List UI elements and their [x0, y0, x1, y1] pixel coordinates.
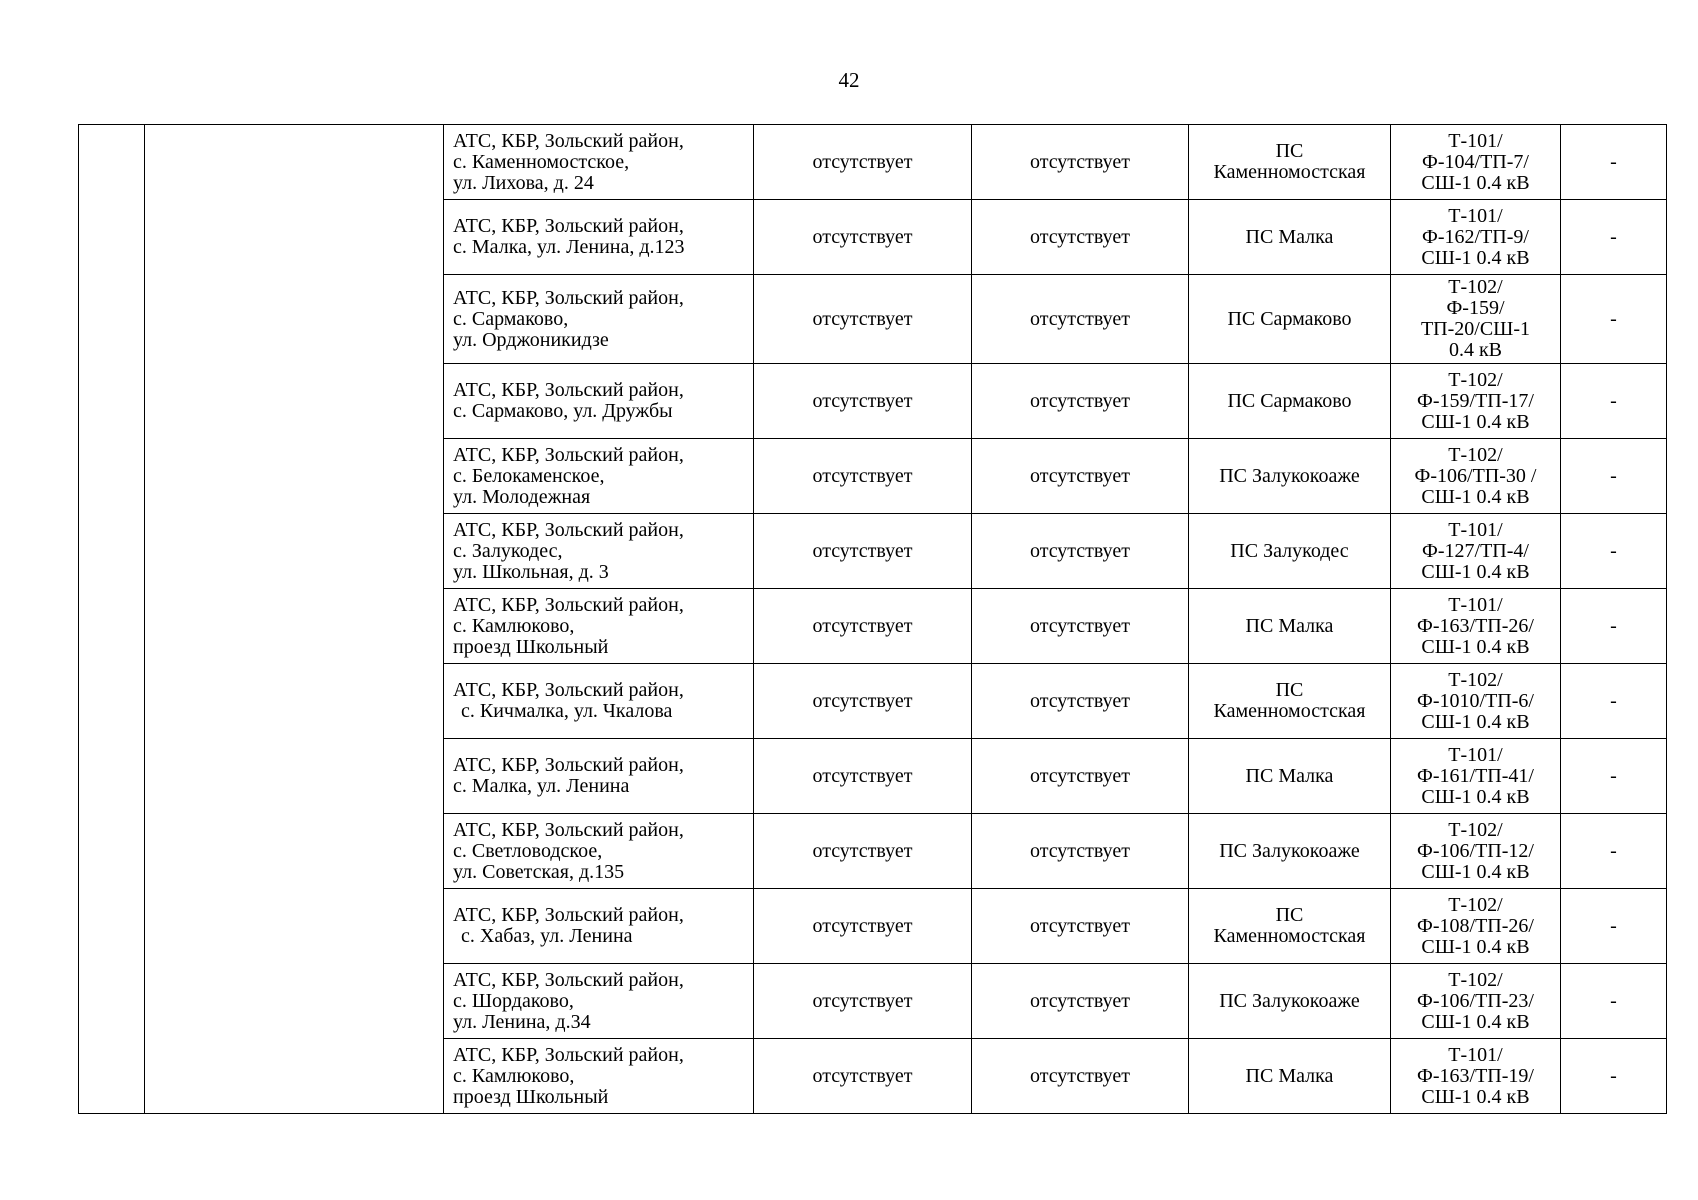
feeder-cell — [1391, 739, 1561, 814]
substation-line: Каменномостская — [1213, 700, 1366, 722]
address-cell — [444, 589, 754, 664]
feeder-line: Т-102/ — [1448, 443, 1503, 466]
status-cell-2: отсутствует — [972, 589, 1189, 664]
substation-cell — [1189, 814, 1391, 889]
status-cell-2: отсутствует — [972, 125, 1189, 200]
address-cell — [444, 514, 754, 589]
address-line: ул. Советская, д.135 — [453, 860, 625, 883]
status-cell-1: отсутствует — [754, 664, 972, 739]
substation-cell — [1189, 589, 1391, 664]
substation-cell — [1189, 739, 1391, 814]
last-cell: - — [1561, 200, 1667, 275]
address-line: АТС, КБР, Зольский район, — [453, 904, 684, 926]
feeder-line: Ф-106/ТП-12/ — [1417, 839, 1534, 862]
feeder-line: Ф-161/ТП-41/ — [1417, 764, 1534, 787]
feeder-line: СШ-1 0.4 кВ — [1421, 560, 1530, 583]
substation-cell — [1189, 200, 1391, 275]
address-line: с. Кичмалка, ул. Чкалова — [461, 700, 673, 722]
address-line: проезд Школьный — [453, 1085, 609, 1108]
address-line: с. Хабаз, ул. Ленина — [461, 925, 633, 947]
status-cell-1: отсутствует — [754, 514, 972, 589]
address-line: ул. Молодежная — [453, 485, 591, 508]
address-line: АТС, КБР, Зольский район, — [453, 679, 684, 701]
substation-line: ПС Малка — [1245, 1064, 1334, 1087]
substation-line: Каменномостская — [1213, 925, 1366, 947]
address-line: с. Сармаково, ул. Дружбы — [453, 400, 673, 422]
feeder-line: СШ-1 0.4 кВ — [1421, 410, 1530, 433]
address-line: с. Камлюково, — [453, 614, 575, 637]
substation-line: ПС Залукокоаже — [1219, 464, 1360, 487]
feeder-cell — [1391, 275, 1561, 364]
status-cell-2: отсутствует — [972, 1039, 1189, 1114]
status-cell-2: отсутствует — [972, 664, 1189, 739]
feeder-line: СШ-1 0.4 кВ — [1421, 1085, 1530, 1108]
substation-line: ПС Сармаково — [1227, 307, 1352, 330]
status-cell-1: отсутствует — [754, 889, 972, 964]
document-table — [78, 124, 1667, 1114]
substation-cell — [1189, 889, 1391, 964]
feeder-line: 0.4 кВ — [1448, 339, 1503, 361]
feeder-line: СШ-1 0.4 кВ — [1421, 785, 1530, 808]
last-cell: - — [1561, 589, 1667, 664]
address-cell — [444, 200, 754, 275]
last-cell: - — [1561, 664, 1667, 739]
address-line: АТС, КБР, Зольский район, — [453, 593, 684, 616]
feeder-line: Т-102/ — [1448, 276, 1503, 298]
status-cell-1: отсутствует — [754, 1039, 972, 1114]
status-cell-2: отсутствует — [972, 964, 1189, 1039]
feeder-line: Ф-106/ТП-30 / — [1414, 464, 1537, 487]
address-line: с. Светловодское, — [453, 839, 603, 862]
feeder-line: Ф-163/ТП-26/ — [1417, 614, 1534, 637]
status-cell-1: отсутствует — [754, 739, 972, 814]
feeder-line: ТП-20/СШ-1 — [1420, 318, 1531, 340]
last-cell: - — [1561, 964, 1667, 1039]
address-line: с. Каменномостское, — [453, 150, 630, 173]
substation-line: ПС Сармаково — [1227, 389, 1352, 412]
feeder-line: СШ-1 0.4 кВ — [1421, 485, 1530, 508]
status-cell-1: отсутствует — [754, 125, 972, 200]
last-cell: - — [1561, 889, 1667, 964]
feeder-line: СШ-1 0.4 кВ — [1421, 635, 1530, 658]
substation-line: ПС Залукокоаже — [1219, 839, 1360, 862]
status-cell-2: отсутствует — [972, 364, 1189, 439]
address-line: ул. Ленина, д.34 — [453, 1010, 591, 1033]
blank-column-1 — [79, 125, 145, 1114]
feeder-line: Т-101/ — [1448, 518, 1503, 541]
last-cell: - — [1561, 275, 1667, 364]
status-cell-2: отсутствует — [972, 439, 1189, 514]
address-line: АТС, КБР, Зольский район, — [453, 129, 684, 152]
address-cell — [444, 1039, 754, 1114]
address-line: АТС, КБР, Зольский район, — [453, 215, 684, 237]
feeder-line: СШ-1 0.4 кВ — [1421, 1010, 1530, 1033]
substation-cell — [1189, 514, 1391, 589]
address-cell — [444, 814, 754, 889]
address-cell — [444, 364, 754, 439]
substation-line: ПС — [1275, 904, 1304, 926]
feeder-line: Т-101/ — [1448, 204, 1503, 227]
feeder-line: Т-101/ — [1448, 593, 1503, 616]
feeder-cell — [1391, 125, 1561, 200]
feeder-cell — [1391, 814, 1561, 889]
address-line: проезд Школьный — [453, 635, 609, 658]
page-number: 42 — [838, 68, 860, 92]
last-cell: - — [1561, 439, 1667, 514]
address-line: с. Камлюково, — [453, 1064, 575, 1087]
feeder-line: Т-102/ — [1448, 893, 1503, 916]
address-line: ул. Школьная, д. 3 — [453, 560, 609, 583]
address-line: с. Малка, ул. Ленина, д.123 — [453, 236, 685, 258]
last-cell: - — [1561, 739, 1667, 814]
last-cell: - — [1561, 1039, 1667, 1114]
feeder-line: Т-101/ — [1448, 1043, 1503, 1066]
status-cell-2: отсутствует — [972, 889, 1189, 964]
address-cell — [444, 739, 754, 814]
feeder-line: Т-102/ — [1448, 368, 1503, 391]
address-line: с. Белокаменское, — [453, 464, 605, 487]
feeder-line: Ф-159/ — [1446, 297, 1505, 319]
feeder-cell — [1391, 514, 1561, 589]
feeder-line: Т-102/ — [1448, 668, 1503, 691]
substation-line: ПС Малка — [1245, 225, 1334, 248]
feeder-cell — [1391, 439, 1561, 514]
address-line: с. Сармаково, — [453, 307, 569, 330]
status-cell-1: отсутствует — [754, 275, 972, 364]
substation-line: ПС Залукокоаже — [1219, 989, 1360, 1012]
substation-cell — [1189, 275, 1391, 364]
feeder-cell — [1391, 664, 1561, 739]
feeder-line: Ф-1010/ТП-6/ — [1417, 689, 1534, 712]
feeder-line: СШ-1 0.4 кВ — [1421, 860, 1530, 883]
feeder-line: СШ-1 0.4 кВ — [1421, 710, 1530, 733]
last-cell: - — [1561, 514, 1667, 589]
feeder-line: Ф-163/ТП-19/ — [1417, 1064, 1534, 1087]
status-cell-1: отсутствует — [754, 364, 972, 439]
feeder-line: Т-102/ — [1448, 968, 1503, 991]
address-line: АТС, КБР, Зольский район, — [453, 379, 684, 401]
substation-line: ПС Малка — [1245, 764, 1334, 787]
feeder-line: Ф-104/ТП-7/ — [1422, 150, 1529, 173]
address-cell — [444, 964, 754, 1039]
feeder-line: Ф-106/ТП-23/ — [1417, 989, 1534, 1012]
status-cell-1: отсутствует — [754, 964, 972, 1039]
substation-line: ПС — [1275, 140, 1304, 162]
feeder-line: Ф-159/ТП-17/ — [1417, 389, 1534, 412]
status-cell-2: отсутствует — [972, 200, 1189, 275]
substation-line: ПС Залукодес — [1230, 539, 1349, 562]
substation-cell — [1189, 964, 1391, 1039]
address-line: с. Залукодес, — [453, 539, 563, 562]
address-line: АТС, КБР, Зольский район, — [453, 443, 684, 466]
feeder-cell — [1391, 364, 1561, 439]
feeder-cell — [1391, 1039, 1561, 1114]
address-cell — [444, 125, 754, 200]
address-line: с. Шордаково, — [453, 989, 574, 1012]
feeder-line: Т-101/ — [1448, 129, 1503, 152]
substation-cell — [1189, 664, 1391, 739]
feeder-cell — [1391, 964, 1561, 1039]
feeder-cell — [1391, 589, 1561, 664]
address-line: АТС, КБР, Зольский район, — [453, 1043, 684, 1066]
feeder-line: Ф-162/ТП-9/ — [1422, 225, 1529, 248]
address-line: с. Малка, ул. Ленина — [453, 775, 630, 797]
feeder-line: СШ-1 0.4 кВ — [1421, 171, 1530, 194]
address-line: АТС, КБР, Зольский район, — [453, 968, 684, 991]
status-cell-2: отсутствует — [972, 739, 1189, 814]
status-cell-1: отсутствует — [754, 589, 972, 664]
status-cell-2: отсутствует — [972, 814, 1189, 889]
feeder-cell — [1391, 200, 1561, 275]
feeder-line: Ф-127/ТП-4/ — [1422, 539, 1529, 562]
status-cell-1: отсутствует — [754, 814, 972, 889]
status-cell-2: отсутствует — [972, 275, 1189, 364]
status-cell-1: отсутствует — [754, 200, 972, 275]
blank-column-2 — [145, 125, 444, 1114]
substation-line: ПС Малка — [1245, 614, 1334, 637]
address-line: АТС, КБР, Зольский район, — [453, 754, 684, 776]
feeder-line: Т-101/ — [1448, 743, 1503, 766]
substation-cell — [1189, 125, 1391, 200]
feeder-line: Т-102/ — [1448, 818, 1503, 841]
address-line: АТС, КБР, Зольский район, — [453, 518, 684, 541]
last-cell: - — [1561, 814, 1667, 889]
address-cell — [444, 889, 754, 964]
address-cell — [444, 664, 754, 739]
feeder-line: СШ-1 0.4 кВ — [1421, 246, 1530, 269]
substation-cell — [1189, 439, 1391, 514]
address-cell — [444, 275, 754, 364]
address-line: ул. Орджоникидзе — [453, 328, 609, 351]
substation-cell — [1189, 1039, 1391, 1114]
address-cell — [444, 439, 754, 514]
substation-line: ПС — [1275, 679, 1304, 701]
feeder-line: Ф-108/ТП-26/ — [1417, 914, 1534, 937]
feeder-line: СШ-1 0.4 кВ — [1421, 935, 1530, 958]
last-cell: - — [1561, 125, 1667, 200]
address-line: АТС, КБР, Зольский район, — [453, 286, 684, 309]
status-cell-2: отсутствует — [972, 514, 1189, 589]
address-line: ул. Лихова, д. 24 — [453, 171, 594, 194]
feeder-cell — [1391, 889, 1561, 964]
address-line: АТС, КБР, Зольский район, — [453, 818, 684, 841]
status-cell-1: отсутствует — [754, 439, 972, 514]
substation-cell — [1189, 364, 1391, 439]
substation-line: Каменномостская — [1213, 161, 1366, 183]
last-cell: - — [1561, 364, 1667, 439]
table-row — [79, 125, 1667, 200]
